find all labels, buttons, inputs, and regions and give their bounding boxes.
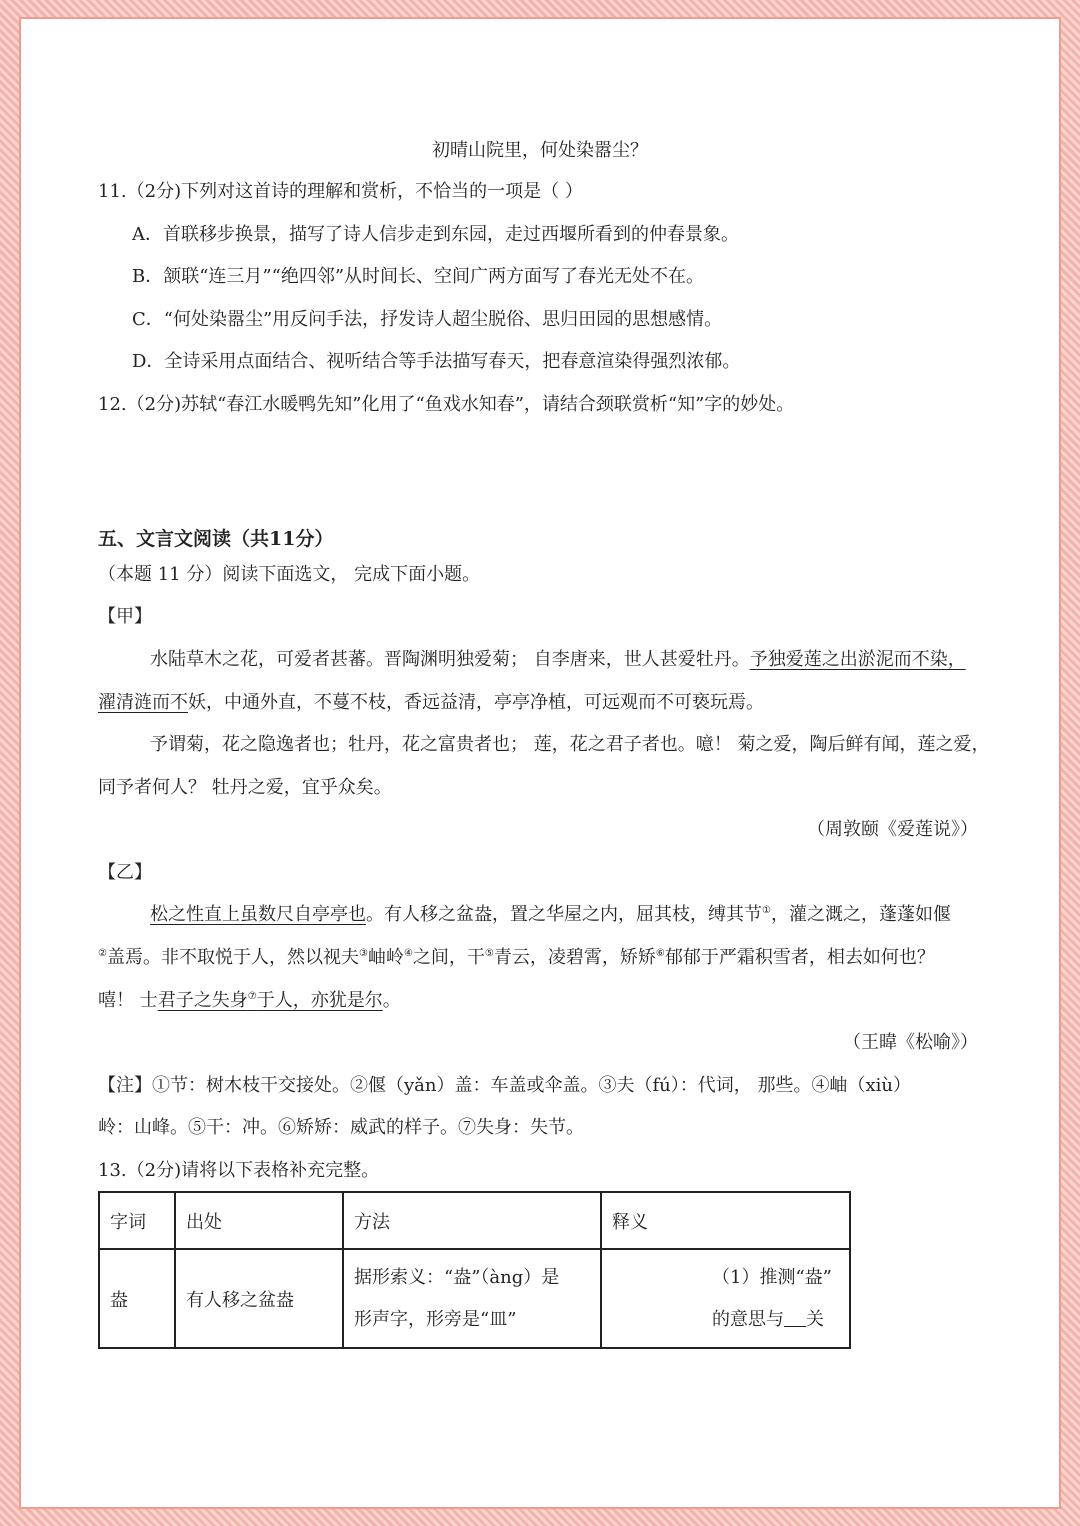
table-cell-source: 有人移之盆盎 [175,1249,343,1348]
footnote-marker: ④ [403,948,413,959]
option-c: C．“何处染嚣尘”用反问手法，抒发诗人超尘脱俗、思归田园的思想感情。 [132,309,723,330]
passage-yi-label: 【乙】 [98,862,152,883]
question-13-stem: 13.（2分)请将以下表格补充完整。 [98,1160,380,1181]
table-header: 出处 [175,1192,343,1249]
notes-line-2: 岭：山峰。⑤干：冲。⑥矫矫：威武的样子。⑦失身：失节。 [98,1117,584,1138]
option-a: A．首联移步换景，描写了诗人信步走到东园，走过西堰所看到的仲春景象。 [132,224,739,245]
section-intro: （本题 11 分）阅读下面选文， 完成下面小题。 [98,564,481,585]
passage-yi-line-2: ②盖焉。非不取悦于人，然以视夫③岫岭④之间，干⑤青云，凌碧霄，矫矫⑥郁郁于严霜积雪者，相去如何也？ [98,947,935,968]
footnote-marker: ⑤ [484,948,494,959]
poem-last-line: 初晴山院里，何处染嚣尘？ [432,140,648,161]
table-header: 方法 [343,1192,601,1249]
passage-jia-line-1 [150,647,966,673]
jia-text: 水陆草木之花，可爱者甚蕃。晋陶渊明独爱菊； 自李唐来，世人甚爱牡丹。 [150,649,750,670]
table-row [99,1249,850,1348]
answer-table [98,1191,851,1349]
passage-jia-line-4: 同予者何人？ 牡丹之爱，宜乎众矣。 [98,777,392,798]
section-title: 五、文言文阅读（共11分） [98,528,334,550]
table-cell-method: 据形索义：“盎”（àng）是 形声字，形旁是“皿” [343,1249,601,1348]
passage-yi-line-3: 嘻！ 士君子之失身⑦于人，亦犹是尔。 [98,990,401,1011]
table-cell-meaning: （1）推测“盎” 的意思与 关 [601,1249,850,1348]
jia-text: 妖，中通外直，不蔓不枝，香远益清，亭亭净植，可远观而不可亵玩焉。 [188,692,764,713]
table-header-row [99,1192,850,1249]
yi-underlined-text: 松之性直上虽数尺自亭亭也 [150,904,366,925]
jia-underlined-text: 濯清涟而不 [98,692,188,713]
table-header: 释义 [601,1192,850,1249]
option-b: B．颔联“连三月”“绝四邻”从时间长、空间广两方面写了春光无处不在。 [132,266,705,287]
passage-jia-label: 【甲】 [98,606,152,627]
footnote-marker: ⑥ [655,948,665,959]
passage-jia-line-2 [98,690,764,716]
footnote-marker: ③ [358,948,368,959]
yi-underlined-text: 君子之失身⑦于人，亦犹是尔 [157,990,383,1011]
notes-line-1: 【注】①节：树木枝干交接处。②偃（yǎn）盖：车盖或伞盖。③夫（fú）：代词， 那些。④岫（xiù） [98,1075,911,1096]
footnote-marker: ⑦ [247,991,257,1002]
jia-underlined-text: 予独爱莲之出淤泥而不染， [749,649,966,670]
passage-yi-line-1: 松之性直上虽数尺自亭亭也。有人移之盆盎，置之华屋之内，屈其枝，缚其节①，灌之溉之，蓬蓬如偃 [150,904,951,925]
table-cell-word: 盎 [99,1249,175,1348]
question-11-stem: 11.（2分)下列对这首诗的理解和赏析，不恰当的一项是（ ） [98,181,583,202]
passage-yi-source: （王暐《松喻》） [843,1032,978,1053]
footnote-marker: ② [98,948,107,959]
passage-jia-line-3: 予谓菊，花之隐逸者也；牡丹，花之富贵者也； 莲，花之君子者也。噫！ 菊之爱，陶后鲜有闻，莲之爱， [150,734,990,755]
answer-blank[interactable] [784,1308,806,1327]
question-12: 12.（2分)苏轼“春江水暖鸭先知”化用了“鱼戏水知春”，请结合颈联赏析“知”字的妙处。 [98,394,795,415]
footnote-marker: ① [762,905,771,916]
option-d: D．全诗采用点面结合、视听结合等手法描写春天，把春意渲染得强烈浓郁。 [132,351,741,372]
table-header: 字词 [99,1192,175,1249]
passage-jia-source: （周敦颐《爱莲说》） [807,819,978,840]
